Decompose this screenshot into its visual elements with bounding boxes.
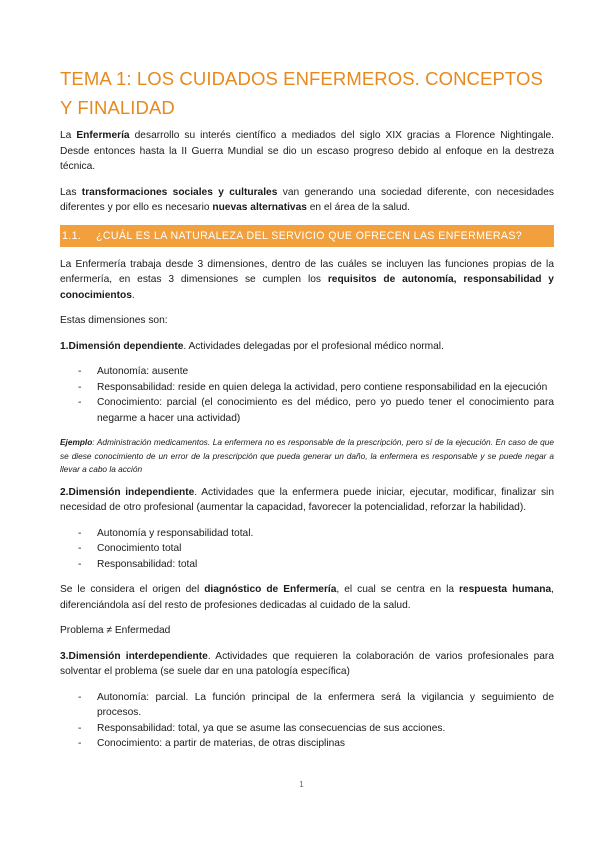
- body-paragraph-1: La Enfermería trabaja desde 3 dimensiones, dentro de las cuáles se incluyen las funciones propias de la enfermería, en estas 3 dimensiones se cumplen los requisitos de autonomía, responsabilidad y conocimientos.: [60, 258, 554, 301]
- intro-paragraph-2: Las transformaciones sociales y culturales van generando una sociedad diferente, con necesidades diferentes y por ello es necesario nuevas alternativas en el área de la salud.: [60, 186, 554, 213]
- body-paragraph-2: Estas dimensiones son:: [60, 315, 168, 326]
- section-number: 1.1.: [62, 229, 82, 242]
- dimension-dependiente-list: [60, 364, 554, 426]
- list-item: - Conocimiento total: [78, 543, 182, 554]
- list-item: - Autonomía y responsabilidad total.: [78, 527, 254, 539]
- section-title: ¿CUÁL ES LA NATURALEZA DEL SERVICIO QUE OFRECEN LAS ENFERMERAS?: [96, 229, 523, 242]
- diagnostico-paragraph: Se le considera el origen del diagnóstico de Enfermería, el cual se centra en la respuesta humana, diferenciándola así del resto de profesiones dedicadas al cuidado de la salud.: [60, 584, 554, 611]
- dimension-interdependiente: 3.Dimensión interdependiente. Actividades que requieren la colaboración de varios profesionales para solventar el problema (se suele dar en una patología específica): [60, 650, 554, 677]
- list-item: - Conocimiento: parcial (el conocimiento es del médico, pero yo puedo tener el conocimiento para negarme a hacer una actividad): [78, 397, 554, 424]
- list-item: - Autonomía: ausente: [78, 366, 189, 377]
- dimension-independiente: 2.Dimensión independiente. Actividades que la enfermera puede iniciar, ejecutar, modificar, finalizar sin necesidad de otro profesional (aumentar la capacidad, favorecer la potencialidad, reforzar la habilidad).: [60, 486, 554, 513]
- section-heading: [60, 225, 554, 247]
- dimension-dependiente: 1.Dimensión dependiente. Actividades delegadas por el profesional médico normal.: [60, 340, 444, 352]
- list-item: - Autonomía: parcial. La función principal de la enfermera será la vigilancia y seguimiento de procesos.: [78, 691, 554, 718]
- dimension-interdependiente-list: [60, 690, 554, 752]
- intro-paragraph-1: La Enfermería desarrollo su interés científico a mediados del siglo XIX gracias a Florence Nightingale. Desde entonces hasta la II Guerra Mundial se dio un escaso progreso debido al enfoque en la destreza técnica.: [60, 130, 554, 172]
- dimension-independiente-list: [60, 526, 554, 573]
- list-item: - Conocimiento: a partir de materias, de otras disciplinas: [78, 738, 346, 749]
- page-title: TEMA 1: LOS CUIDADOS ENFERMEROS. CONCEPTOS Y FINALIDAD: [60, 68, 543, 118]
- list-item: - Responsabilidad: total: [78, 558, 198, 570]
- example-note: Ejemplo: Administración medicamentos. La enfermera no es responsable de la prescripción, pero sí de la ejecución. En caso de que se diese conocimiento de un error de la prescripción que pueda generar un daño, la enfermera es responsable y se puede negar a llevar a cabo la acción: [60, 437, 554, 474]
- problem-note: Problema ≠ Enfermedad: [60, 625, 171, 636]
- document-page: [60, 64, 554, 762]
- list-item: - Responsabilidad: total, ya que se asume las consecuencias de sus acciones.: [78, 722, 446, 734]
- list-item: - Responsabilidad: reside en quien delega la actividad, pero contiene responsabilidad en la ejecución: [78, 381, 548, 393]
- page-number: 1: [299, 780, 304, 789]
